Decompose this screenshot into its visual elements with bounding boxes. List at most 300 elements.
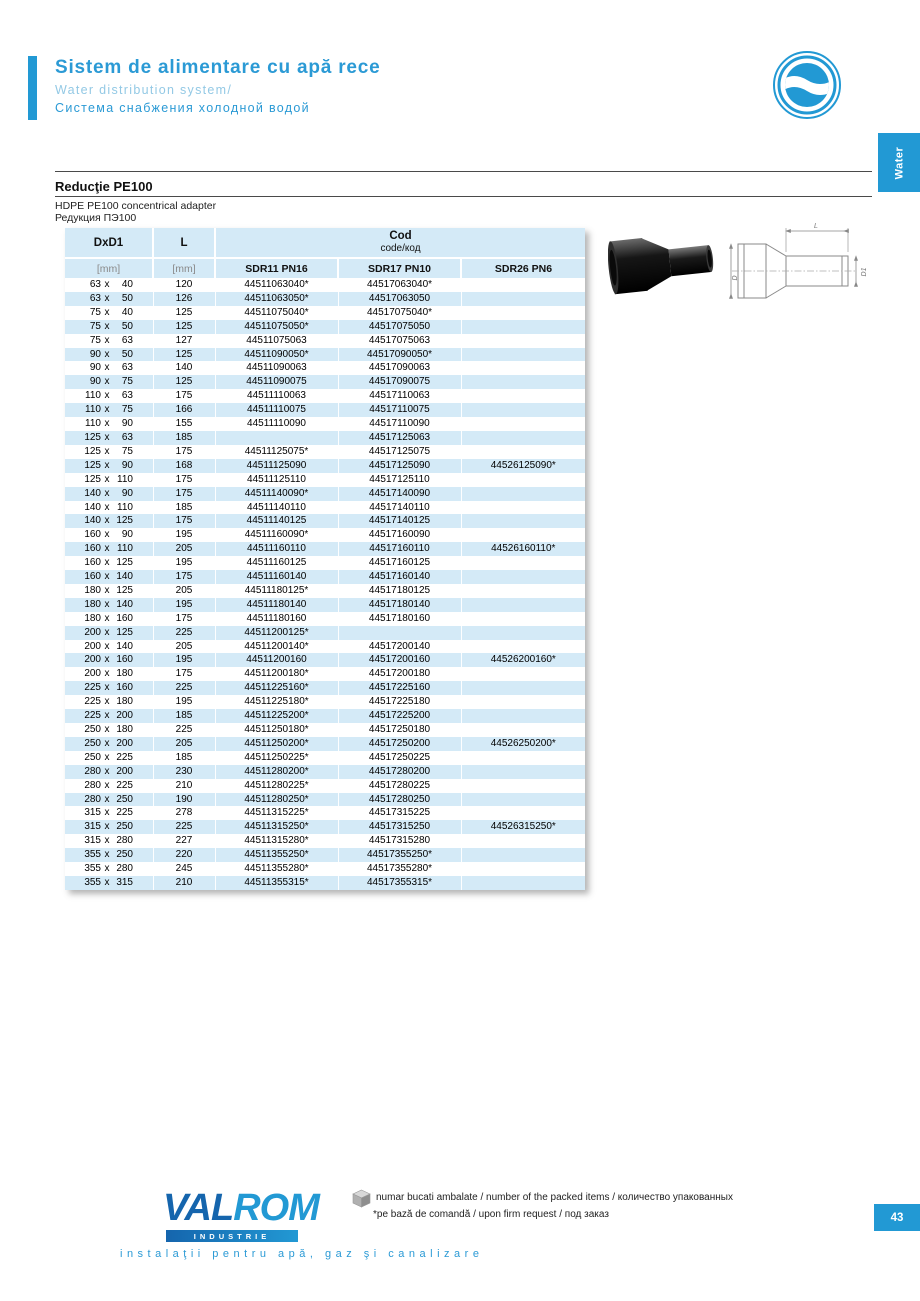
dim-l-label: L [814, 223, 818, 230]
cell-l: 126 [153, 292, 215, 306]
cell-sdr17: 44517140090 [338, 487, 461, 501]
cell-sdr11: 44511160090* [215, 528, 338, 542]
cell-sdr11: 44511280250* [215, 793, 338, 807]
cell-sdr17: 44517250225 [338, 751, 461, 765]
dim-d1-label: D1 [861, 267, 868, 277]
cell-dxd1: 250 x 225 [84, 751, 133, 763]
cell-dxd1: 160 x 125 [84, 557, 133, 569]
col-header-cod-label: Cod [389, 230, 412, 242]
cell-sdr17: 44517140110 [338, 501, 461, 515]
cell-sdr11: 44511225200* [215, 709, 338, 723]
cell-sdr17: 44517125063 [338, 431, 461, 445]
cell-sdr11: 44511180140 [215, 598, 338, 612]
cell-sdr17: 44517225200 [338, 709, 461, 723]
product-photo [608, 220, 718, 308]
cell-dxd1: 140 x 90 [65, 487, 153, 501]
cell-sdr26 [461, 640, 585, 654]
cell-sdr17 [338, 626, 461, 640]
cell-sdr26 [461, 348, 585, 362]
cell-sdr17: 44517200140 [338, 640, 461, 654]
col-header-cod-sublabel: code/код [380, 243, 421, 254]
cell-sdr17: 44517180140 [338, 598, 461, 612]
table-row [65, 306, 585, 320]
note-packed-items: numar bucati ambalate / number of the packed items / количество упакованных [376, 1192, 733, 1203]
cell-l: 227 [153, 834, 215, 848]
cell-l: 190 [153, 793, 215, 807]
section-divider [55, 196, 872, 197]
cell-sdr17: 44517075040* [338, 306, 461, 320]
cell-sdr26 [461, 667, 585, 681]
table-row [65, 417, 585, 431]
footer-tagline: instalaţii pentru apă, gaz şi canalizare [120, 1248, 484, 1260]
cell-l: 205 [153, 737, 215, 751]
cell-sdr17: 44517160125 [338, 556, 461, 570]
table-row [65, 473, 585, 487]
table-row [65, 765, 585, 779]
table-row [65, 695, 585, 709]
cell-dxd1: 75 x 50 [65, 320, 153, 334]
cell-sdr17: 44517063040* [338, 278, 461, 292]
cell-sdr17: 44517315280 [338, 834, 461, 848]
cell-sdr17: 44517315225 [338, 806, 461, 820]
cell-dxd1: 355 x 280 [84, 863, 133, 875]
cell-sdr26 [461, 695, 585, 709]
section-title: Reducţie PE100 [55, 179, 153, 194]
cell-dxd1: 225 x 200 [65, 709, 153, 723]
table-row [65, 793, 585, 807]
cell-sdr26 [461, 473, 585, 487]
cell-l: 120 [153, 278, 215, 292]
cell-dxd1: 315 x 250 [65, 820, 153, 834]
cell-l: 185 [153, 501, 215, 515]
cell-dxd1: 280 x 250 [65, 793, 153, 807]
cell-sdr26 [461, 626, 585, 640]
cell-sdr11: 44511125075* [215, 445, 338, 459]
cell-sdr26 [461, 793, 585, 807]
cell-sdr26 [461, 612, 585, 626]
cell-sdr11: 44511125090 [215, 459, 338, 473]
cell-sdr26 [461, 389, 585, 403]
package-icon [352, 1189, 371, 1208]
cell-l: 185 [153, 709, 215, 723]
cell-sdr26 [461, 584, 585, 598]
cell-l: 127 [153, 334, 215, 348]
cell-sdr11: 44511280200* [215, 765, 338, 779]
cell-sdr11: 44511200180* [215, 667, 338, 681]
cell-sdr11: 44511355315* [215, 876, 338, 890]
table-row [65, 501, 585, 515]
cell-sdr26 [461, 445, 585, 459]
cell-dxd1: 160 x 110 [65, 542, 153, 556]
cell-sdr11: 44511090075 [215, 375, 338, 389]
cell-sdr26: 44526250200* [461, 737, 585, 751]
cell-sdr11: 44511225160* [215, 681, 338, 695]
water-side-tab-label: Water [893, 146, 905, 179]
cell-l: 175 [153, 487, 215, 501]
cell-l: 225 [153, 820, 215, 834]
table-row [65, 820, 585, 834]
cell-l: 278 [153, 806, 215, 820]
cell-l: 125 [153, 306, 215, 320]
cell-sdr26: 44526160110* [461, 542, 585, 556]
table-body [65, 278, 585, 890]
cell-dxd1: 250 x 200 [65, 737, 153, 751]
cell-sdr26 [461, 320, 585, 334]
cell-l: 195 [153, 528, 215, 542]
cell-l: 205 [153, 542, 215, 556]
cell-sdr26 [461, 834, 585, 848]
cell-sdr11: 44511180125* [215, 584, 338, 598]
cell-l: 125 [153, 320, 215, 334]
cell-sdr11: 44511075040* [215, 306, 338, 320]
cell-sdr17: 44517355250* [338, 848, 461, 862]
cell-l: 175 [153, 667, 215, 681]
cell-dxd1: 63 x 40 [89, 279, 133, 290]
cell-dxd1: 200 x 180 [84, 668, 133, 680]
cell-l: 175 [153, 389, 215, 403]
cell-sdr11: 44511250200* [215, 737, 338, 751]
cell-sdr17: 44517225180 [338, 695, 461, 709]
cell-sdr11: 44511225180* [215, 695, 338, 709]
section-subtitle-en: HDPE PE100 concentrical adapter [55, 200, 217, 212]
cell-sdr17: 44517110075 [338, 403, 461, 417]
cell-l: 195 [153, 598, 215, 612]
cell-l: 166 [153, 403, 215, 417]
cell-dxd1: 355 x 250 [65, 848, 153, 862]
cell-l: 175 [153, 445, 215, 459]
cell-sdr17: 44517125075 [338, 445, 461, 459]
cell-sdr17: 44517160110 [338, 542, 461, 556]
valrom-industrie-bar [166, 1230, 298, 1242]
cell-sdr26 [461, 361, 585, 375]
cell-sdr17: 44517315250 [338, 820, 461, 834]
table-row [65, 361, 585, 375]
cell-sdr26 [461, 806, 585, 820]
table-row [65, 723, 585, 737]
cell-l: 225 [153, 723, 215, 737]
cell-dxd1: 225 x 160 [65, 681, 153, 695]
cell-sdr11: 44511280225* [215, 779, 338, 793]
cell-dxd1: 315 x 225 [84, 807, 133, 819]
cell-sdr26 [461, 487, 585, 501]
cell-sdr26 [461, 403, 585, 417]
cell-sdr26 [461, 681, 585, 695]
cell-l: 175 [153, 612, 215, 626]
cell-sdr17: 44517110090 [338, 417, 461, 431]
cell-sdr26: 44526315250* [461, 820, 585, 834]
cell-sdr11: 44511110075 [215, 403, 338, 417]
table-row [65, 278, 585, 292]
cell-sdr26 [461, 292, 585, 306]
table-row [65, 584, 585, 598]
cell-dxd1: 110 x 75 [65, 403, 153, 417]
cell-sdr17: 44517355280* [338, 862, 461, 876]
cell-sdr26 [461, 278, 585, 292]
cell-sdr11: 44511355250* [215, 848, 338, 862]
product-table [65, 228, 585, 890]
cell-l: 175 [153, 514, 215, 528]
cell-l: 195 [153, 556, 215, 570]
cell-sdr26 [461, 306, 585, 320]
cell-sdr26 [461, 528, 585, 542]
cell-l: 195 [153, 653, 215, 667]
cell-dxd1: 315 x 280 [84, 835, 133, 847]
cell-sdr11: 44511110063 [215, 389, 338, 403]
cell-sdr11: 44511090063 [215, 361, 338, 375]
cell-sdr11: 44511125110 [215, 473, 338, 487]
page-subtitle-ru: Система снабжения холодной водой [55, 101, 310, 115]
cell-l: 225 [153, 681, 215, 695]
cell-sdr11: 44511075063 [215, 334, 338, 348]
water-emblem-icon [772, 50, 842, 120]
cell-sdr11: 44511110090 [215, 417, 338, 431]
cell-sdr11: 44511140125 [215, 514, 338, 528]
cell-sdr11: 44511160140 [215, 570, 338, 584]
cell-l: 175 [153, 570, 215, 584]
cell-sdr17: 44517280250 [338, 793, 461, 807]
valrom-logo-val: VAL [163, 1187, 234, 1229]
cell-dxd1: 75 x 63 [89, 334, 133, 346]
cell-dxd1: 160 x 90 [84, 529, 133, 541]
table-row [65, 598, 585, 612]
cell-sdr11: 44511160125 [215, 556, 338, 570]
cell-dxd1: 140 x 110 [84, 501, 133, 513]
table-row [65, 292, 585, 306]
note-firm-request: *pe bază de comandă / upon firm request / под заказ [373, 1209, 609, 1220]
cell-sdr11: 44511090050* [215, 348, 338, 362]
col-header-sdr26: SDR26 PN6 [461, 258, 585, 278]
cell-dxd1: 180 x 125 [84, 584, 133, 596]
cell-sdr26 [461, 570, 585, 584]
cell-sdr17: 44517075050 [338, 320, 461, 334]
table-row [65, 876, 585, 890]
cell-sdr11 [215, 431, 338, 445]
table-row [65, 542, 585, 556]
header [55, 57, 381, 115]
cell-dxd1: 110 x 90 [85, 418, 133, 430]
cell-dxd1: 180 x 160 [84, 612, 133, 624]
cell-sdr11: 44511075050* [215, 320, 338, 334]
cell-dxd1: 90 x 63 [89, 362, 133, 374]
table-row [65, 528, 585, 542]
table-row [65, 653, 585, 667]
cell-sdr11: 44511200160 [215, 653, 338, 667]
cell-l: 225 [153, 626, 215, 640]
cell-dxd1: 75 x 40 [89, 306, 133, 318]
table-row [65, 570, 585, 584]
section-subtitle-ru: Редукция ПЭ100 [55, 212, 137, 224]
cell-sdr11: 44511200125* [215, 626, 338, 640]
technical-drawing [728, 220, 876, 322]
cell-sdr26 [461, 751, 585, 765]
cell-l: 125 [153, 348, 215, 362]
table-row [65, 334, 585, 348]
cell-l: 210 [153, 779, 215, 793]
cell-dxd1: 200 x 140 [84, 640, 133, 652]
col-header-l: L [153, 228, 215, 258]
cell-dxd1: 90 x 50 [65, 348, 153, 362]
cell-sdr11: 44511160110 [215, 542, 338, 556]
cell-dxd1: 200 x 160 [65, 653, 153, 667]
cell-sdr11: 44511315250* [215, 820, 338, 834]
unit-dxd1: [mm] [65, 258, 153, 278]
water-side-tab[interactable] [878, 133, 920, 192]
cell-sdr17: 44517110063 [338, 389, 461, 403]
cell-dxd1: 280 x 225 [84, 779, 133, 791]
table-row [65, 612, 585, 626]
table-row [65, 848, 585, 862]
table-row [65, 556, 585, 570]
cell-sdr11: 44511315225* [215, 806, 338, 820]
cell-sdr26 [461, 848, 585, 862]
cell-sdr17: 44517140125 [338, 514, 461, 528]
table-row [65, 806, 585, 820]
table-row [65, 626, 585, 640]
cell-l: 205 [153, 584, 215, 598]
cell-sdr17: 44517125090 [338, 459, 461, 473]
cell-sdr26 [461, 417, 585, 431]
cell-sdr26 [461, 862, 585, 876]
col-header-sdr11: SDR11 PN16 [215, 258, 338, 278]
cell-dxd1: 125 x 110 [84, 473, 133, 485]
cell-dxd1: 110 x 63 [85, 390, 133, 402]
cell-sdr11: 44511063050* [215, 292, 338, 306]
cell-sdr17: 44517180125 [338, 584, 461, 598]
cell-dxd1: 180 x 140 [65, 598, 153, 612]
cell-sdr17: 44517280225 [338, 779, 461, 793]
cell-sdr26 [461, 598, 585, 612]
cell-l: 185 [153, 751, 215, 765]
col-header-dxd1: DxD1 [65, 228, 153, 258]
table-row [65, 403, 585, 417]
cell-sdr11: 44511140110 [215, 501, 338, 515]
table-row [65, 862, 585, 876]
cell-dxd1: 90 x 75 [65, 375, 153, 389]
cell-dxd1: 125 x 75 [84, 445, 133, 457]
cell-sdr26 [461, 765, 585, 779]
cell-dxd1: 355 x 315 [65, 876, 153, 890]
cell-sdr17: 44517090063 [338, 361, 461, 375]
cell-l: 125 [153, 375, 215, 389]
cell-sdr26 [461, 501, 585, 515]
table-row [65, 667, 585, 681]
table-row [65, 640, 585, 654]
cell-l: 245 [153, 862, 215, 876]
table-header-row-2 [65, 258, 585, 278]
cell-sdr17: 44517250200 [338, 737, 461, 751]
table-row [65, 445, 585, 459]
col-header-sdr17: SDR17 PN10 [338, 258, 461, 278]
col-header-cod [215, 228, 585, 258]
table-row [65, 514, 585, 528]
page-title: Sistem de alimentare cu apă rece [55, 57, 381, 78]
cell-sdr17: 44517225160 [338, 681, 461, 695]
page-subtitle-en: Water distribution system/ [55, 83, 233, 97]
cell-l: 195 [153, 695, 215, 709]
cell-dxd1: 280 x 200 [65, 765, 153, 779]
cell-sdr17: 44517180160 [338, 612, 461, 626]
cell-sdr11: 44511200140* [215, 640, 338, 654]
table-row [65, 834, 585, 848]
page-number-badge: 43 [874, 1204, 920, 1231]
cell-sdr17: 44517200160 [338, 653, 461, 667]
table-row [65, 459, 585, 473]
cell-sdr26 [461, 514, 585, 528]
cell-sdr26 [461, 431, 585, 445]
cell-sdr11: 44511063040* [215, 278, 338, 292]
cell-sdr17: 44517280200 [338, 765, 461, 779]
cell-l: 205 [153, 640, 215, 654]
cell-sdr26: 44526200160* [461, 653, 585, 667]
table-row [65, 779, 585, 793]
table-row [65, 389, 585, 403]
cell-l: 230 [153, 765, 215, 779]
cell-sdr26 [461, 375, 585, 389]
cell-l: 168 [153, 459, 215, 473]
cell-sdr11: 44511140090* [215, 487, 338, 501]
cell-sdr17: 44517075063 [338, 334, 461, 348]
table-row [65, 737, 585, 751]
cell-l: 210 [153, 876, 215, 890]
cell-sdr26 [461, 779, 585, 793]
cell-sdr17: 44517200180 [338, 667, 461, 681]
table-row [65, 709, 585, 723]
cell-sdr11: 44511315280* [215, 834, 338, 848]
cell-l: 140 [153, 361, 215, 375]
cell-dxd1: 140 x 125 [65, 514, 153, 528]
cell-sdr17: 44517160090 [338, 528, 461, 542]
cell-sdr17: 44517063050 [338, 292, 461, 306]
cell-l: 175 [153, 473, 215, 487]
valrom-logo [163, 1188, 319, 1228]
cell-dxd1: 160 x 140 [65, 570, 153, 584]
dim-d-label: D [732, 275, 739, 281]
cell-sdr26 [461, 556, 585, 570]
cell-sdr17: 44517125110 [338, 473, 461, 487]
cell-l: 185 [153, 431, 215, 445]
header-divider [55, 171, 872, 172]
cell-sdr11: 44511250180* [215, 723, 338, 737]
table-row [65, 751, 585, 765]
cell-sdr26 [461, 709, 585, 723]
cell-dxd1: 63 x 50 [65, 292, 153, 306]
cell-sdr17: 44517355315* [338, 876, 461, 890]
cell-dxd1: 225 x 180 [84, 696, 133, 708]
cell-sdr11: 44511180160 [215, 612, 338, 626]
cell-sdr11: 44511250225* [215, 751, 338, 765]
cell-dxd1: 125 x 63 [65, 431, 153, 445]
cell-l: 155 [153, 417, 215, 431]
cell-sdr17: 44517090075 [338, 375, 461, 389]
table-header-row-1 [65, 228, 585, 258]
cell-sdr26: 44526125090* [461, 459, 585, 473]
table-row [65, 320, 585, 334]
cell-sdr17: 44517090050* [338, 348, 461, 362]
table-row [65, 487, 585, 501]
cell-sdr26 [461, 334, 585, 348]
header-accent-bar [28, 56, 37, 120]
cell-l: 220 [153, 848, 215, 862]
valrom-industrie-label: INDUSTRIE [193, 1231, 271, 1241]
unit-l: [mm] [153, 258, 215, 278]
cell-dxd1: 125 x 90 [65, 459, 153, 473]
cell-dxd1: 200 x 125 [65, 626, 153, 640]
valrom-logo-rom: ROM [233, 1187, 319, 1229]
cell-sdr17: 44517250180 [338, 723, 461, 737]
cell-sdr11: 44511355280* [215, 862, 338, 876]
cell-sdr17: 44517160140 [338, 570, 461, 584]
cell-dxd1: 250 x 180 [84, 724, 133, 735]
